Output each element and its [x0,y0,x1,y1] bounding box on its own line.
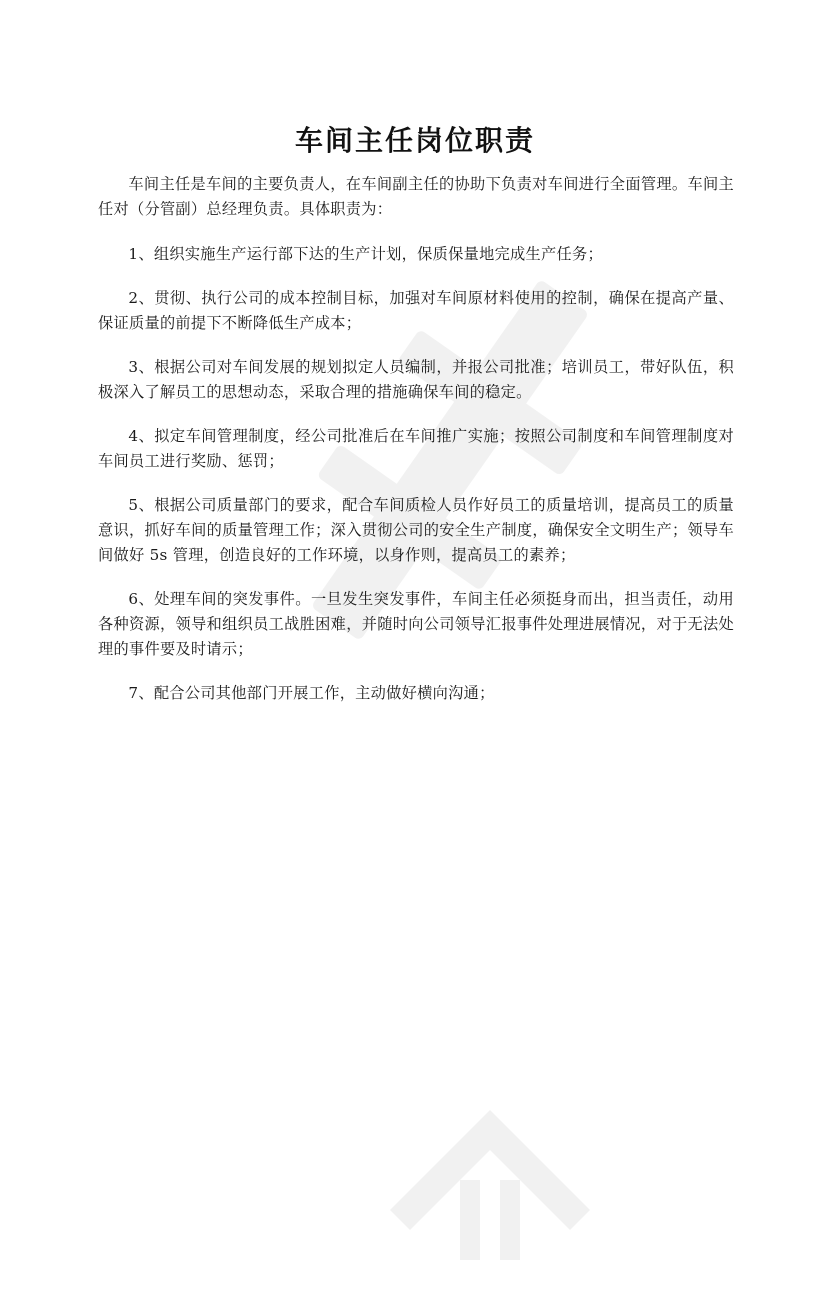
duty-item-1: 1、组织实施生产运行部下达的生产计划，保质保量地完成生产任务； [128,245,603,263]
watermark-icon [390,1110,590,1310]
document-body [98,172,734,725]
duty-item-7: 7、配合公司其他部门开展工作，主动做好横向沟通； [128,684,495,702]
duty-item-5: 5、根据公司质量部门的要求，配合车间质检人员作好员工的质量培训，提高员工的质量意识，抓好车间的质量管理工作；深入贯彻公司的安全生产制度，确保安全文明生产；领导车间做好 5s 管理，创造良好的工作环境，以身作则，提高员工的素养； [98,496,734,564]
document-title: 车间主任岗位职责 [294,123,535,157]
duty-item-4: 4、拟定车间管理制度，经公司批准后在车间推广实施；按照公司制度和车间管理制度对车间员工进行奖励、惩罚； [98,427,734,470]
duty-item-2: 2、贯彻、执行公司的成本控制目标，加强对车间原材料使用的控制，确保在提高产量、保证质量的前提下不断降低生产成本； [98,289,734,332]
intro-paragraph: 车间主任是车间的主要负责人，在车间副主任的协助下负责对车间进行全面管理。车间主任对（分管副）总经理负责。具体职责为： [98,175,734,218]
duty-item-6: 6、处理车间的突发事件。一旦发生突发事件，车间主任必须挺身而出，担当责任，动用各种资源，领导和组织员工战胜困难，并随时向公司领导汇报事件处理进展情况，对于无法处理的事件要及时请示； [98,590,734,658]
duty-item-3: 3、根据公司对车间发展的规划拟定人员编制，并报公司批准；培训员工，带好队伍，积极深入了解员工的思想动态，采取合理的措施确保车间的稳定。 [98,358,734,401]
